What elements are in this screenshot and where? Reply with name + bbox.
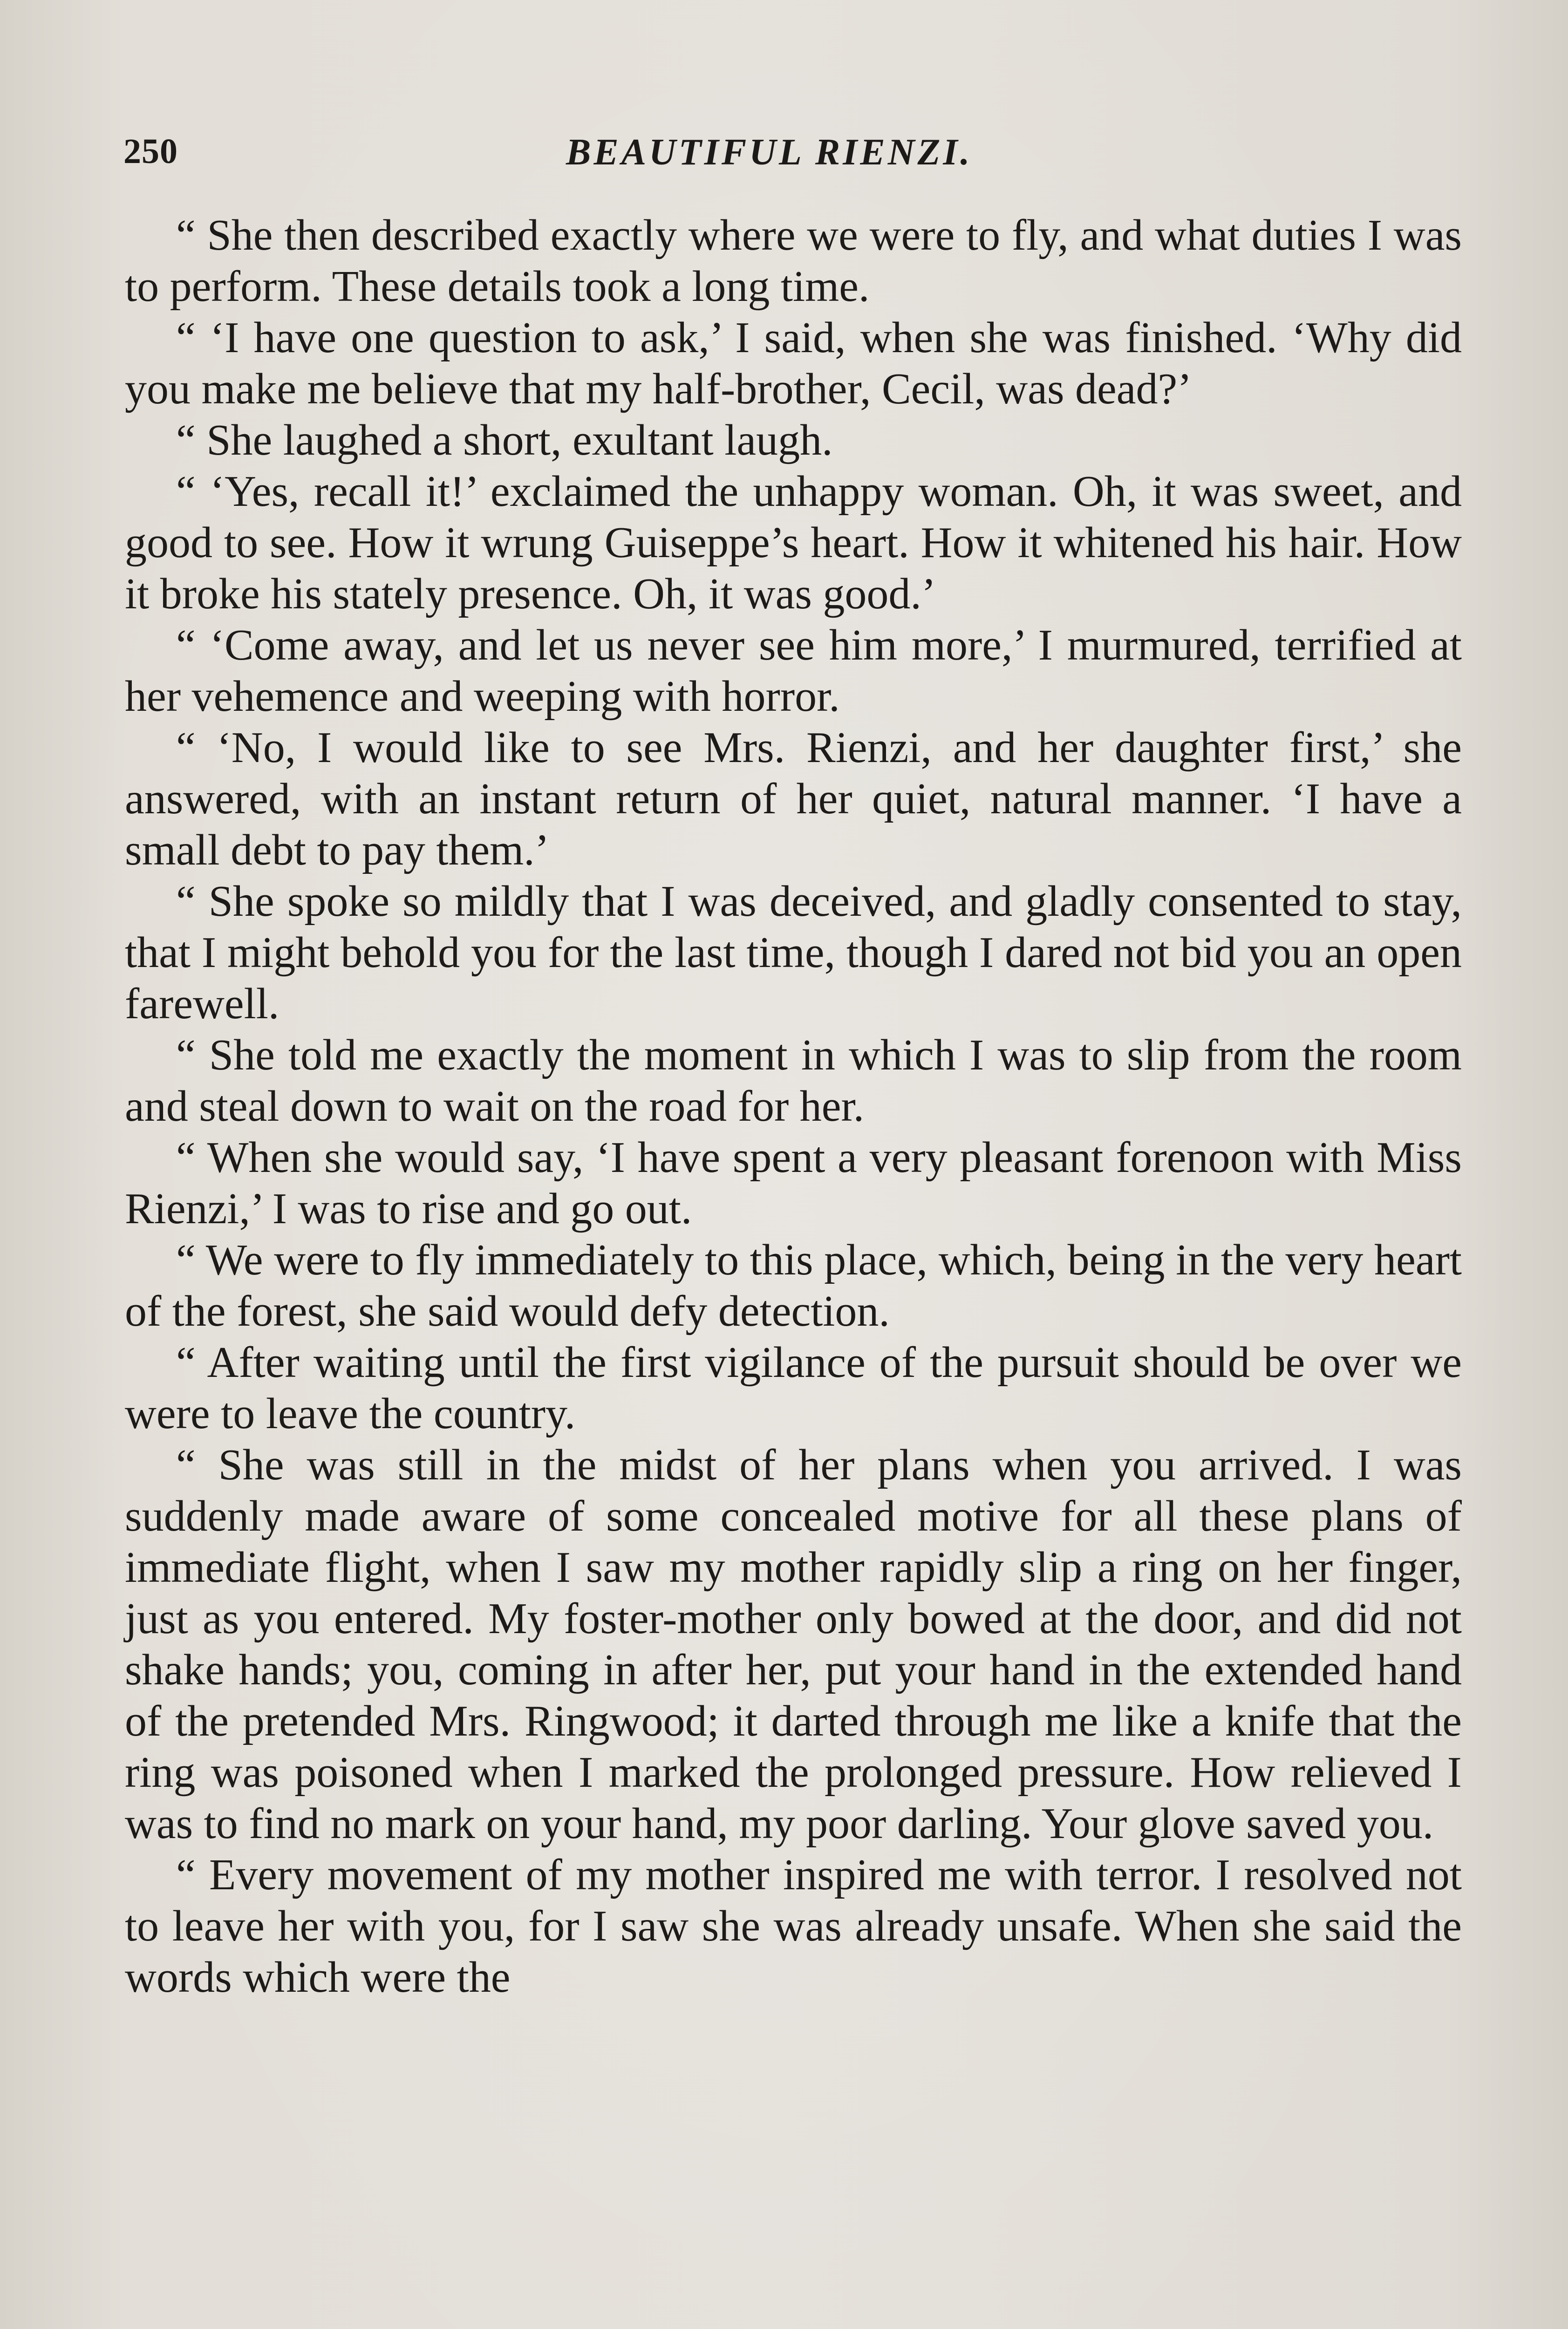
paragraph: “ ‘No, I would like to see Mrs. Rienzi, and her daughter first,’ she answered, with an instant return of her quiet, natural manner. ‘I have a small debt to pay them.’ [125, 723, 1462, 874]
paragraph: “ ‘Come away, and let us never see him more,’ I murmured, terrified at her vehemence and weeping with horror. [125, 621, 1462, 721]
page-header [123, 131, 1474, 183]
paragraph: “ She laughed a short, exultant laugh. [176, 416, 833, 464]
paragraph: “ ‘Yes, recall it!’ exclaimed the unhappy woman. Oh, it was sweet, and good to see. How it wrung Guiseppe’s heart. How it whitened his hair. How it broke his stately presence. Oh, it was good.’ [125, 467, 1462, 618]
page-number: 250 [123, 132, 178, 171]
paragraph: “ She told me exactly the moment in which I was to slip from the room and steal down to wait on the road for her. [125, 1031, 1462, 1130]
paragraph: “ Every movement of my mother inspired me with terror. I resolved not to leave her with you, for I saw she was already unsafe. When she said the words which were the [125, 1851, 1462, 2002]
paragraph: “ She spoke so mildly that I was deceived, and gladly consented to stay, that I might behold you for the last time, though I dared not bid you an open farewell. [125, 877, 1462, 1028]
paragraph: “ She then described exactly where we were to fly, and what duties I was to perform. These details took a long time. [125, 211, 1462, 311]
paragraph: “ She was still in the midst of her plans when you arrived. I was suddenly made aware of some concealed motive for all these plans of immediate flight, when I saw my mother rapidly slip a ring on her finger, just as you entered. My foster-mother only bowed at the door, and did not shake hands; you, coming in after her, put your hand in the extended hand of the pretended Mrs. Ringwood; it darted through me like a knife that the ring was poisoned when I marked the prolonged pressure. How relieved I was to find no mark on your hand, my poor darling. Your glove saved you. [125, 1441, 1462, 1848]
paragraph: “ We were to fly immediately to this place, which, being in the very heart of the forest, she said would defy detection. [125, 1236, 1462, 1335]
paragraph: “ After waiting until the first vigilance of the pursuit should be over we were to leave the country. [125, 1338, 1462, 1438]
paragraph: “ When she would say, ‘I have spent a very pleasant forenoon with Miss Rienzi,’ I was to rise and go out. [125, 1133, 1462, 1233]
running-head: BEAUTIFUL RIENZI. [566, 132, 973, 173]
body-text [125, 210, 1462, 2003]
paragraph: “ ‘I have one question to ask,’ I said, when she was finished. ‘Why did you make me believe that my half-brother, Cecil, was dead?’ [125, 313, 1462, 413]
